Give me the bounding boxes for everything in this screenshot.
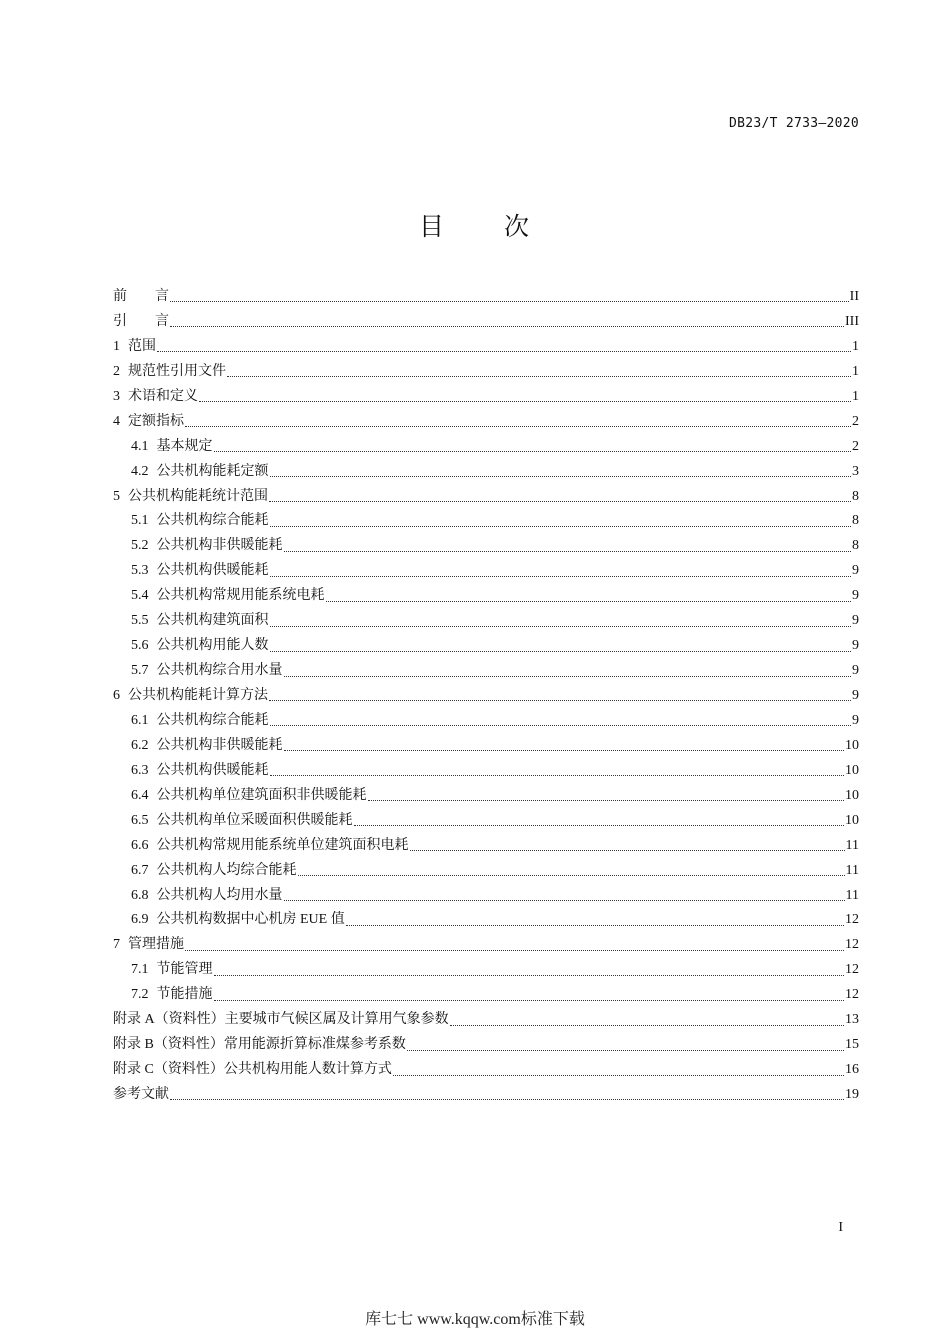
toc-entry-label: 公共机构常规用能系统电耗 — [156, 588, 325, 604]
toc-entry-label: 公共机构人均综合能耗 — [156, 862, 297, 878]
toc-entry-number: 5.3 — [131, 563, 149, 579]
toc-entry-number: 4.2 — [131, 463, 149, 479]
toc-entry[interactable] — [113, 1083, 859, 1108]
toc-entry[interactable] — [113, 933, 859, 958]
toc-entry-number: 5.6 — [131, 638, 149, 654]
toc-entry-label: 公共机构综合用水量 — [156, 663, 283, 679]
toc-leader-dots — [368, 799, 845, 801]
toc-entry[interactable] — [113, 734, 859, 759]
toc-entry-page: 8 — [852, 513, 859, 529]
toc-leader-dots — [214, 974, 845, 976]
toc-leader-dots — [284, 899, 845, 901]
toc-entry[interactable] — [113, 584, 859, 609]
toc-entry-label: 术语和定义 — [128, 388, 198, 404]
toc-leader-dots — [284, 675, 852, 677]
toc-entry-label: 公共机构单位采暖面积供暖能耗 — [156, 812, 353, 828]
toc-entry-label: 管理措施 — [128, 937, 184, 953]
toc-entry-label: 附录 C（资料性）公共机构用能人数计算方式 — [113, 1062, 392, 1078]
toc-leader-dots — [270, 575, 852, 577]
toc-leader-dots — [270, 525, 852, 527]
toc-entry-page: II — [849, 289, 859, 304]
toc-entry-label: 公共机构单位建筑面积非供暖能耗 — [156, 787, 367, 803]
toc-entry-page: 1 — [852, 363, 859, 379]
toc-entry[interactable] — [113, 709, 859, 734]
toc-entry-page: 15 — [845, 1037, 859, 1053]
title-char-2: 次 — [504, 212, 532, 241]
toc-leader-dots — [269, 699, 851, 701]
toc-entry-page: 8 — [852, 488, 859, 504]
toc-entry-page: 12 — [845, 937, 859, 953]
toc-entry-page: 11 — [845, 837, 859, 853]
toc-leader-dots — [354, 824, 845, 826]
toc-entry-page: 8 — [852, 538, 859, 554]
toc-leader-dots — [185, 425, 851, 427]
toc-entry-label: 公共机构常规用能系统单位建筑面积电耗 — [156, 837, 409, 853]
toc-leader-dots — [270, 774, 845, 776]
toc-entry-label: 基本规定 — [156, 438, 213, 454]
toc-entry-label: 节能管理 — [156, 962, 213, 978]
toc-entry-page: 10 — [845, 787, 859, 803]
toc-entry[interactable] — [113, 410, 859, 435]
toc-entry-label: 公共机构数据中心机房 EUE 值 — [156, 912, 345, 928]
toc-entry-number: 6.6 — [131, 837, 149, 853]
toc-leader-dots — [185, 949, 844, 951]
toc-leader-dots — [284, 550, 852, 552]
toc-entry[interactable] — [113, 534, 859, 559]
toc-entry-number: 6.9 — [131, 912, 149, 928]
toc-entry-label: 公共机构非供暖能耗 — [156, 737, 283, 753]
toc-entry-page: 11 — [845, 887, 859, 903]
toc-leader-dots — [214, 450, 852, 452]
toc-entry-page: 12 — [845, 987, 859, 1003]
toc-entry-label: 公共机构供暖能耗 — [156, 762, 269, 778]
page-number: I — [838, 1220, 843, 1235]
toc-entry-page: 10 — [845, 812, 859, 828]
toc-entry-page: 9 — [852, 712, 859, 728]
toc-entry-number: 6.7 — [131, 862, 149, 878]
toc-entry-label: 公共机构非供暖能耗 — [156, 538, 283, 554]
toc-entry-page: 9 — [852, 688, 859, 703]
toc-entry[interactable] — [113, 809, 859, 834]
toc-entry-label: 定额指标 — [128, 413, 184, 429]
toc-leader-dots — [326, 600, 852, 602]
toc-entry[interactable] — [113, 759, 859, 784]
toc-entry[interactable] — [113, 1008, 859, 1033]
toc-entry-page: 10 — [845, 737, 859, 753]
toc-entry-number: 3 — [113, 388, 120, 404]
toc-entry[interactable] — [113, 460, 859, 485]
toc-entry-label: 公共机构综合能耗 — [156, 513, 269, 529]
toc-entry-page: 1 — [852, 388, 859, 404]
toc-entry-page: 9 — [852, 563, 859, 579]
toc-leader-dots — [270, 650, 852, 652]
toc-entry-page: 9 — [852, 638, 859, 654]
toc-entry-number: 1 — [113, 338, 120, 354]
toc-leader-dots — [393, 1074, 844, 1076]
toc-entry[interactable] — [113, 834, 859, 859]
toc-leader-dots — [270, 625, 852, 627]
toc-entry[interactable] — [113, 285, 859, 310]
toc-leader-dots — [410, 849, 845, 851]
toc-entry[interactable] — [113, 1058, 859, 1083]
toc-entry[interactable] — [113, 385, 859, 410]
toc-entry-label: 附录 B（资料性）常用能源折算标准煤参考系数 — [113, 1037, 406, 1053]
toc-entry-page: 9 — [852, 663, 859, 679]
toc-entry-number: 2 — [113, 363, 120, 379]
toc-entry[interactable] — [113, 859, 859, 884]
toc-entry-label: 公共机构用能人数 — [156, 638, 269, 654]
toc-leader-dots — [346, 924, 844, 926]
toc-entry-label: 参考文献 — [113, 1087, 169, 1102]
toc-leader-dots — [170, 325, 844, 327]
toc-entry-label: 范围 — [128, 338, 156, 354]
toc-entry-label: 节能措施 — [156, 987, 213, 1003]
toc-entry-label: 附录 A（资料性）主要城市气候区属及计算用气象参数 — [113, 1012, 449, 1028]
toc-leader-dots — [450, 1024, 844, 1026]
toc-leader-dots — [199, 400, 851, 402]
toc-entry-number: 7 — [113, 937, 120, 953]
toc-entry-page: 1 — [852, 338, 859, 354]
toc-entry[interactable] — [113, 485, 859, 510]
toc-entry[interactable] — [113, 1033, 859, 1058]
toc-entry-page: 11 — [845, 862, 859, 878]
toc-entry-label: 引 言 — [113, 313, 169, 329]
toc-leader-dots — [170, 300, 849, 302]
toc-entry-number: 5.4 — [131, 588, 149, 604]
toc-entry-page: 9 — [852, 588, 859, 604]
toc-entry-page: 12 — [845, 912, 859, 928]
toc-entry[interactable] — [113, 509, 859, 534]
toc-leader-dots — [284, 749, 845, 751]
toc-entry[interactable] — [113, 884, 859, 909]
toc-entry[interactable] — [113, 659, 859, 684]
toc-entry-number: 6.4 — [131, 787, 149, 803]
toc-entry-label: 公共机构综合能耗 — [156, 712, 269, 728]
toc-entry[interactable] — [113, 559, 859, 584]
toc-entry-page: 19 — [845, 1087, 859, 1102]
toc-entry-number: 4.1 — [131, 438, 149, 454]
toc-entry-number: 6.2 — [131, 737, 149, 753]
toc-leader-dots — [270, 724, 852, 726]
toc-entry[interactable] — [113, 360, 859, 385]
toc-entry-number: 7.2 — [131, 987, 149, 1003]
toc-entry-number: 5.7 — [131, 663, 149, 679]
toc-leader-dots — [157, 350, 851, 352]
toc-entry-page: 12 — [845, 962, 859, 978]
toc-entry-number: 7.1 — [131, 962, 149, 978]
toc-entry-number: 5.1 — [131, 513, 149, 529]
toc-entry-label: 公共机构能耗计算方法 — [128, 688, 268, 703]
toc-entry[interactable] — [113, 335, 859, 360]
footer-watermark: 库七七 www.kqqw.com标准下载 — [365, 1311, 585, 1328]
toc-leader-dots — [214, 999, 845, 1001]
toc-entry-label: 公共机构能耗定额 — [156, 463, 269, 479]
toc-leader-dots — [170, 1098, 844, 1100]
toc-entry-page: 16 — [845, 1062, 859, 1078]
document-code: DB23/T 2733—2020 — [728, 116, 859, 131]
toc-entry-label: 公共机构建筑面积 — [156, 613, 269, 629]
toc-entry[interactable] — [113, 634, 859, 659]
toc-entry-label: 前 言 — [113, 289, 169, 304]
toc-entry-number: 6.1 — [131, 712, 149, 728]
toc-entry[interactable] — [113, 684, 859, 709]
toc-entry-number: 6.5 — [131, 812, 149, 828]
toc-entry-number: 4 — [113, 413, 120, 429]
toc-entry[interactable] — [113, 908, 859, 933]
toc-leader-dots — [269, 500, 851, 502]
toc-leader-dots — [227, 375, 851, 377]
toc-entry-page: III — [845, 313, 859, 329]
toc-entry-label: 规范性引用文件 — [128, 363, 226, 379]
toc-entry-number: 5 — [113, 488, 120, 504]
page-title — [0, 207, 950, 243]
toc-leader-dots — [298, 874, 845, 876]
toc-entry[interactable] — [113, 958, 859, 983]
toc-entry[interactable] — [113, 784, 859, 809]
toc-entry-number: 5.2 — [131, 538, 149, 554]
toc-entry-page: 10 — [845, 762, 859, 778]
toc-leader-dots — [270, 475, 852, 477]
table-of-contents — [113, 285, 859, 1108]
toc-entry[interactable] — [113, 983, 859, 1008]
title-char-1: 目 — [418, 212, 446, 241]
toc-entry-page: 9 — [852, 613, 859, 629]
toc-entry[interactable] — [113, 310, 859, 335]
toc-entry-number: 6.8 — [131, 887, 149, 903]
toc-entry-label: 公共机构人均用水量 — [156, 887, 283, 903]
toc-entry-label: 公共机构供暖能耗 — [156, 563, 269, 579]
toc-entry-number: 6.3 — [131, 762, 149, 778]
toc-entry-number: 6 — [113, 688, 120, 703]
toc-entry-page: 2 — [852, 438, 859, 454]
toc-entry[interactable] — [113, 435, 859, 460]
toc-entry-page: 13 — [845, 1012, 859, 1028]
toc-entry-number: 5.5 — [131, 613, 149, 629]
toc-entry[interactable] — [113, 609, 859, 634]
toc-entry-page: 2 — [852, 413, 859, 429]
toc-entry-page: 3 — [852, 463, 859, 479]
toc-leader-dots — [407, 1049, 844, 1051]
toc-entry-label: 公共机构能耗统计范围 — [128, 488, 268, 504]
